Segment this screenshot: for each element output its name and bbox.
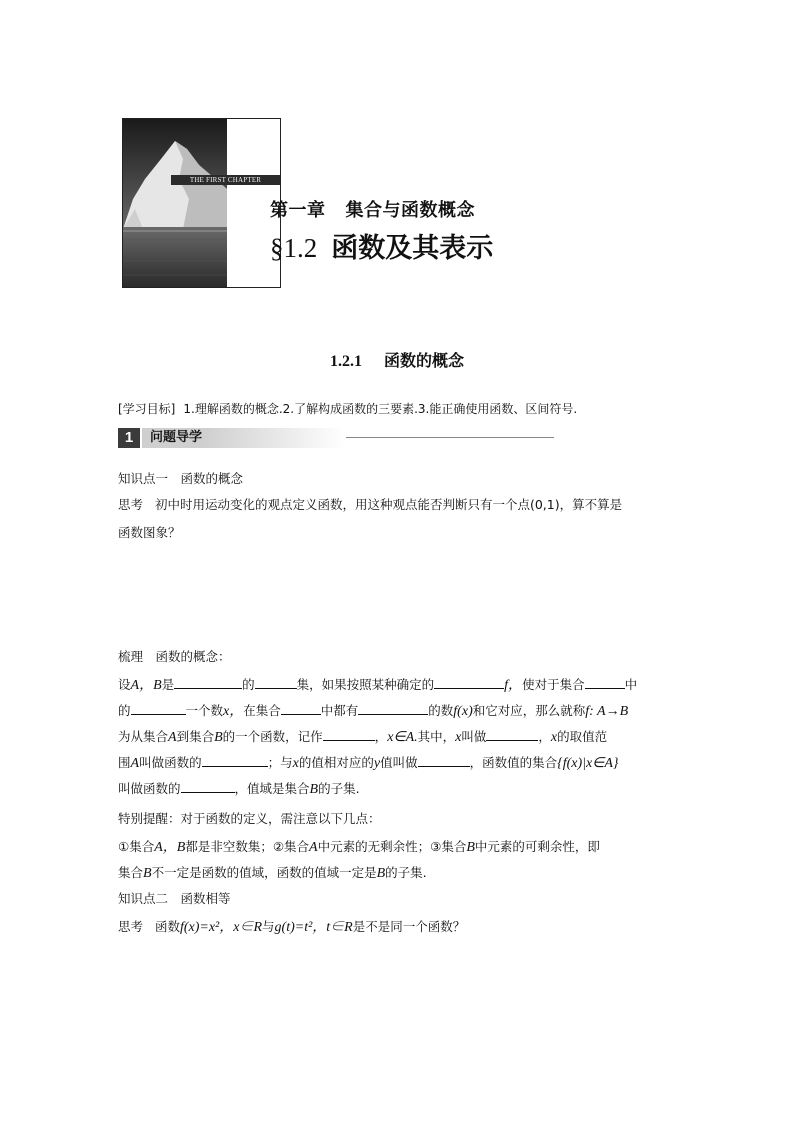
fill-blank[interactable]: [202, 752, 268, 767]
text: 中都有: [320, 703, 359, 718]
text: 不一定是函数的值域，函数的值域一定是: [151, 865, 377, 880]
math-var: x: [455, 730, 462, 745]
text: 在集合: [243, 703, 281, 718]
fill-blank[interactable]: [255, 674, 297, 689]
text: 的数: [428, 703, 454, 718]
summary-line-5: [118, 776, 678, 803]
kp1-think: [118, 492, 678, 518]
section-name: 函数及其表示: [331, 233, 494, 264]
math-var: x，: [223, 704, 244, 719]
note-line-1: [118, 834, 678, 861]
text: ；与: [267, 755, 293, 770]
note-line-2: [118, 860, 678, 887]
goal-text: 1.理解函数的概念.2.了解构成函数的三要素.3.能正确使用函数、区间符号.: [183, 402, 578, 416]
module-divider: [346, 437, 554, 438]
section-title: [270, 226, 493, 265]
fill-blank[interactable]: [281, 700, 321, 715]
text: ①集合: [118, 839, 155, 854]
summary-line-1: [118, 672, 678, 699]
fill-blank[interactable]: [418, 752, 470, 767]
chapter-title: [270, 196, 475, 222]
lesson-name: 函数的概念: [383, 351, 464, 370]
text: 的子集.: [385, 865, 427, 880]
math-var: B: [376, 866, 386, 881]
math-var: B: [309, 782, 319, 797]
fill-blank[interactable]: [434, 674, 504, 689]
text: ，值域是集合: [234, 781, 310, 796]
text: 围: [118, 755, 131, 770]
text: 其中，: [417, 729, 456, 744]
math-var: f，: [504, 678, 523, 693]
goal-label: [学习目标]: [118, 402, 176, 416]
text: 集合: [118, 865, 144, 880]
chapter-cover-image: [122, 118, 281, 288]
text: ，函数值的集合: [469, 755, 558, 770]
math-var: B: [466, 840, 475, 855]
summary-line-3: [118, 724, 678, 751]
math-var: x: [550, 730, 558, 745]
text: 一个数: [185, 703, 224, 718]
kp2-heading: 知识点二 函数相等: [118, 891, 231, 906]
text: ，: [374, 729, 388, 744]
text: 都是非空数集；②集合: [185, 839, 310, 854]
cover-band-label: THE FIRST CHAPTER: [171, 175, 280, 185]
think-text-line2: 函数图象？: [118, 525, 181, 540]
math-expr: g(t)=t²，t∈R: [274, 920, 353, 935]
math-var: A: [309, 840, 318, 855]
summary-line-2: [118, 698, 678, 725]
fill-blank[interactable]: [358, 700, 428, 715]
math-expr: {f(x)|x∈A}: [557, 756, 619, 771]
lesson-title: [0, 348, 794, 371]
text: 的: [242, 677, 255, 692]
kp2-think: [118, 914, 678, 941]
text: 中元素的无剩余性；③集合: [317, 839, 467, 854]
math-var: x: [292, 756, 299, 771]
math-expr: f(x): [453, 704, 473, 719]
text: 设: [118, 677, 131, 692]
lesson-number: 1.2.1: [329, 353, 362, 370]
math-expr: f(x)=x²，x∈R: [179, 920, 263, 935]
summary-line-4: [118, 750, 678, 777]
math-var: A，B: [130, 678, 162, 693]
text: ，: [538, 729, 551, 744]
summary-heading: 梳理 函数的概念：: [118, 649, 231, 664]
section-number: §1.2: [270, 233, 318, 263]
text: 中: [624, 677, 638, 692]
text: 是: [161, 677, 175, 692]
text: 的一个函数，记作: [222, 729, 323, 744]
text: 是不是同一个函数？: [352, 919, 466, 934]
kp1-heading: 知识点一 函数的概念: [118, 471, 244, 486]
text: 叫做函数的: [139, 755, 202, 770]
text: 函数: [154, 919, 180, 934]
math-var: B: [214, 730, 223, 745]
text: 的: [118, 703, 131, 718]
text: 中元素的可剩余性，即: [474, 839, 600, 854]
math-var: A: [168, 730, 177, 745]
text: 与: [262, 919, 275, 934]
learning-goals: [118, 400, 577, 417]
text: 的取值范: [557, 729, 608, 744]
math-var: A: [130, 756, 140, 771]
text: 使对于集合: [522, 677, 585, 692]
math-var: A，B: [154, 840, 186, 855]
fill-blank[interactable]: [131, 700, 186, 715]
math-var: y: [373, 756, 381, 771]
math-var: B: [143, 866, 152, 881]
chapter-label: 第一章: [270, 200, 326, 221]
text: 的值相对应的: [298, 755, 374, 770]
math-expr: f: A→B: [585, 704, 629, 719]
math-expr: x∈A.: [387, 730, 418, 745]
think-label: 思考: [118, 497, 144, 512]
fill-blank[interactable]: [181, 778, 235, 793]
text: 叫做: [461, 729, 487, 744]
chapter-name: 集合与函数概念: [345, 200, 475, 221]
text: 集，如果按照某种确定的: [296, 677, 435, 692]
think-label: 思考: [118, 919, 144, 934]
text: 值叫做: [380, 755, 418, 770]
text: 为从集合: [118, 729, 169, 744]
fill-blank[interactable]: [486, 726, 538, 741]
text: 的子集.: [318, 781, 360, 796]
text: 叫做函数的: [118, 781, 181, 796]
fill-blank[interactable]: [323, 726, 375, 741]
text: 到集合: [176, 729, 215, 744]
text: 和它对应，那么就称: [472, 703, 586, 718]
module-number: 1: [118, 428, 140, 448]
note-heading: 特别提醒：对于函数的定义，需注意以下几点：: [118, 811, 381, 826]
iceberg-photo: [123, 119, 227, 287]
think-text-line1: 初中时用运动变化的观点定义函数，用这种观点能否判断只有一个点(0,1)，算不算是: [154, 497, 623, 512]
module-label: 问题导学: [142, 428, 346, 448]
fill-blank[interactable]: [585, 674, 625, 689]
fill-blank[interactable]: [174, 674, 242, 689]
